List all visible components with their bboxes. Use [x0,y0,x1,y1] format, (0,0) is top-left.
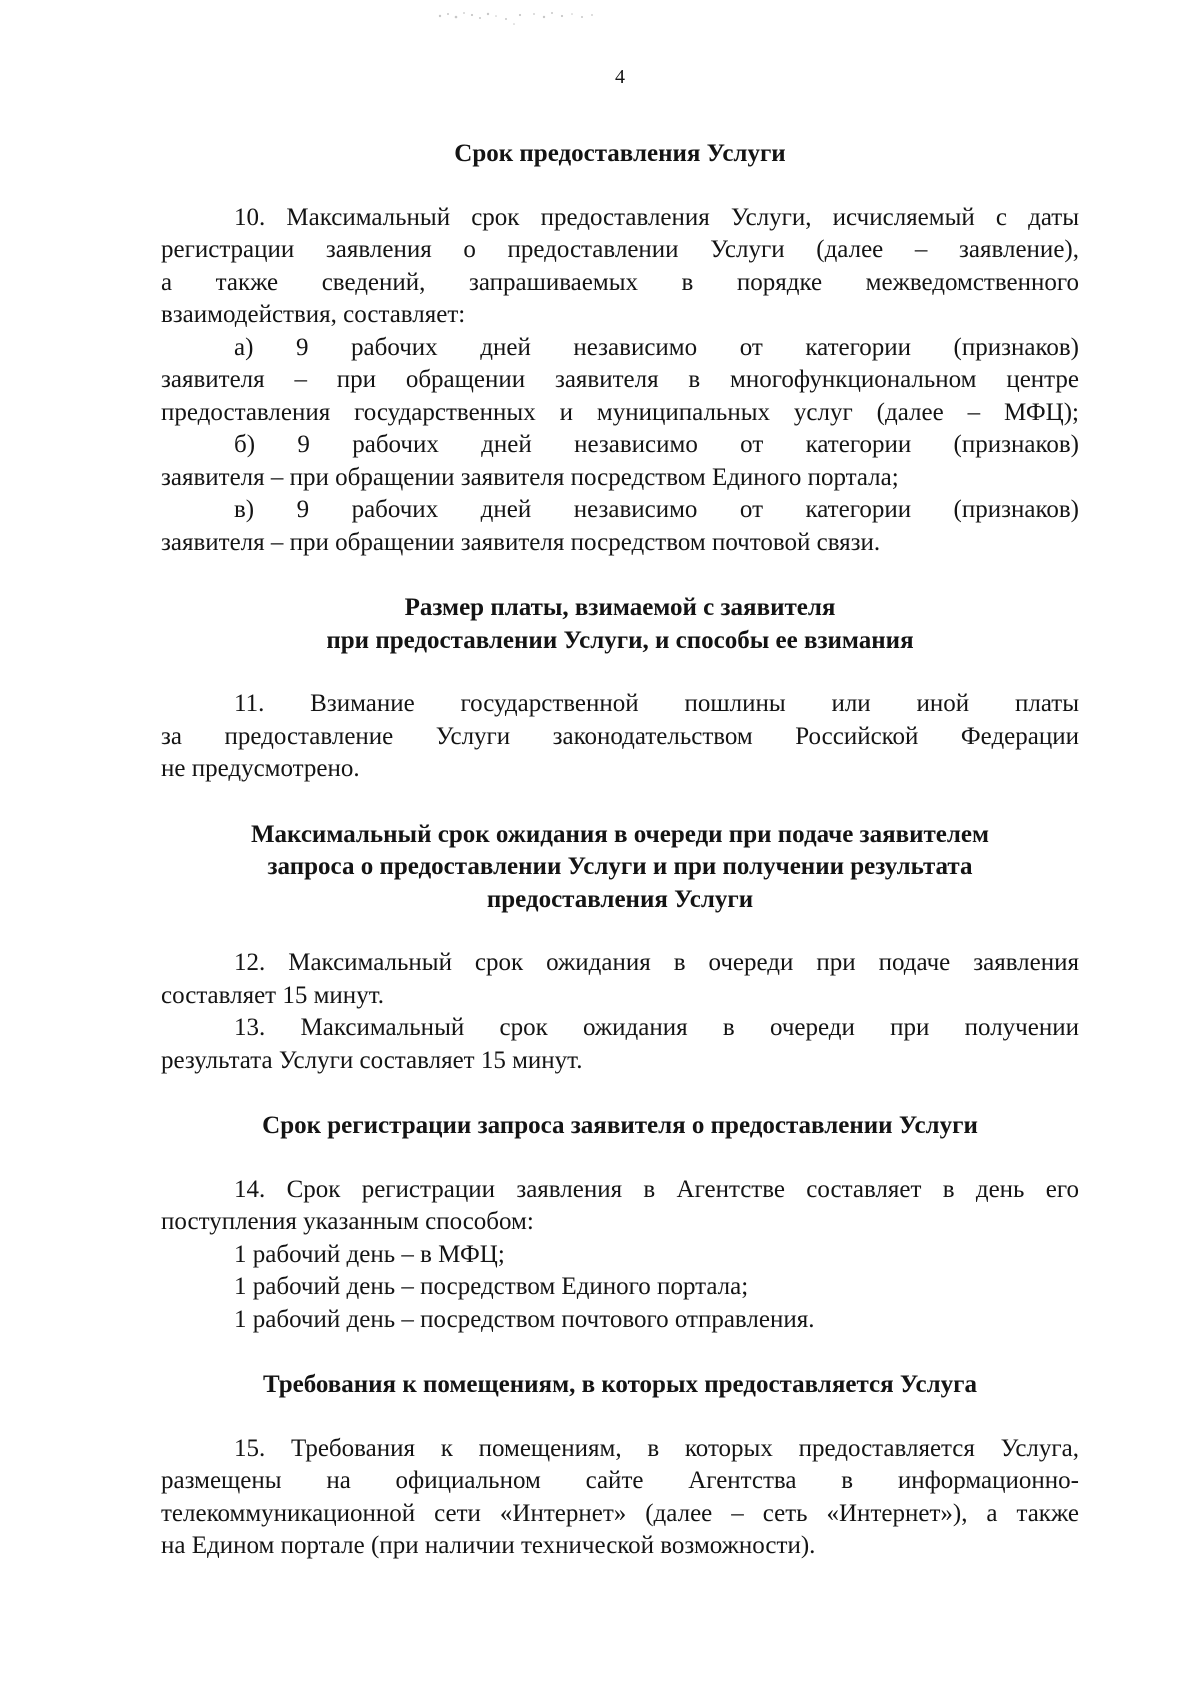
section-heading-queue [161,819,1079,917]
list-item: 1 рабочий день – в МФЦ; [234,1240,505,1268]
paragraph-line: 11. Взимание государственной пошлины или иной платы [234,690,1079,717]
paragraph-line: 13. Максимальный срок ожидания в очереди при получении [234,1014,1079,1041]
list-item-a-continued: заявителя – при обращении заявителя в многофункциональном центре [161,366,1079,393]
paragraph-line: регистрации заявления о предоставлении Услуги (далее – заявление), [161,236,1079,263]
paragraph-11 [161,688,1079,786]
paragraph-line: за предоставление Услуги законодательством Российской Федерации [161,722,1079,750]
paragraph-line: не предусмотрено. [161,755,360,782]
document-body [161,138,1079,1563]
paragraph-line: 12. Максимальный срок ожидания в очереди при подаче заявления [234,949,1079,976]
heading-line: Максимальный срок ожидания в очереди при подаче заявителем [250,820,990,848]
paragraph-15 [161,1433,1079,1563]
paragraph-line: 15. Требования к помещениям, в которых предоставляется Услуга, [234,1434,1079,1462]
list-item-c: в) 9 рабочих дней независимо от категории (признаков) [234,496,1079,523]
paragraph-line: на Едином портале (при наличии технической возможности). [161,1532,816,1559]
section-heading-registration: Срок регистрации запроса заявителя о предоставлении Услуги [262,1112,978,1139]
list-item-b-continued: заявителя – при обращении заявителя посредством Единого портала; [161,463,899,491]
paragraph-line: размещены на официальном сайте Агентства в информационно- [161,1467,1079,1494]
heading-line: предоставления Услуги [486,885,754,913]
section-heading-premises: Требования к помещениям, в которых предоставляется Услуга [262,1371,978,1398]
page-number: 4 [615,66,625,88]
list-item-a-continued: предоставления государственных и муниципальных услуг (далее – МФЦ); [161,398,1079,426]
paragraph-line: результата Услуги составляет 15 минут. [161,1046,583,1074]
paragraph-13 [161,1012,1079,1077]
section-heading-term: Срок предоставления Услуги [454,140,786,167]
paragraph-line: телекоммуникационной сети «Интернет» (далее – сеть «Интернет»), а также [161,1499,1079,1527]
list-item: 1 рабочий день – посредством почтового отправления. [234,1305,815,1333]
paragraph-line: составляет 15 минут. [161,981,384,1009]
paragraph-12 [161,947,1079,1012]
heading-line: Размер платы, взимаемой с заявителя [404,594,836,621]
scan-noise-mark [330,2,690,32]
list-item: 1 рабочий день – посредством Единого портала; [234,1273,749,1300]
paragraph-line: а также сведений, запрашиваемых в порядке межведомственного [161,268,1079,296]
paragraph-line: взаимодействия, составляет: [161,301,466,328]
list-item-b: б) 9 рабочих дней независимо от категории (признаков) [234,431,1079,458]
paragraph-10 [161,202,1079,560]
list-item-a: а) 9 рабочих дней независимо от категории (признаков) [234,333,1079,361]
list-item-c-continued: заявителя – при обращении заявителя посредством почтовой связи. [161,528,881,556]
heading-line: запроса о предоставлении Услуги и при получении результата [267,853,973,880]
paragraph-line: поступления указанным способом: [161,1208,534,1235]
section-heading-fee [161,592,1079,657]
paragraph-line: 10. Максимальный срок предоставления Услуги, исчисляемый с даты [234,203,1079,231]
paragraph-line: 14. Срок регистрации заявления в Агентстве составляет в день его [234,1175,1079,1203]
heading-line: при предоставлении Услуги, и способы ее взимания [326,626,914,654]
paragraph-14 [161,1174,1079,1337]
